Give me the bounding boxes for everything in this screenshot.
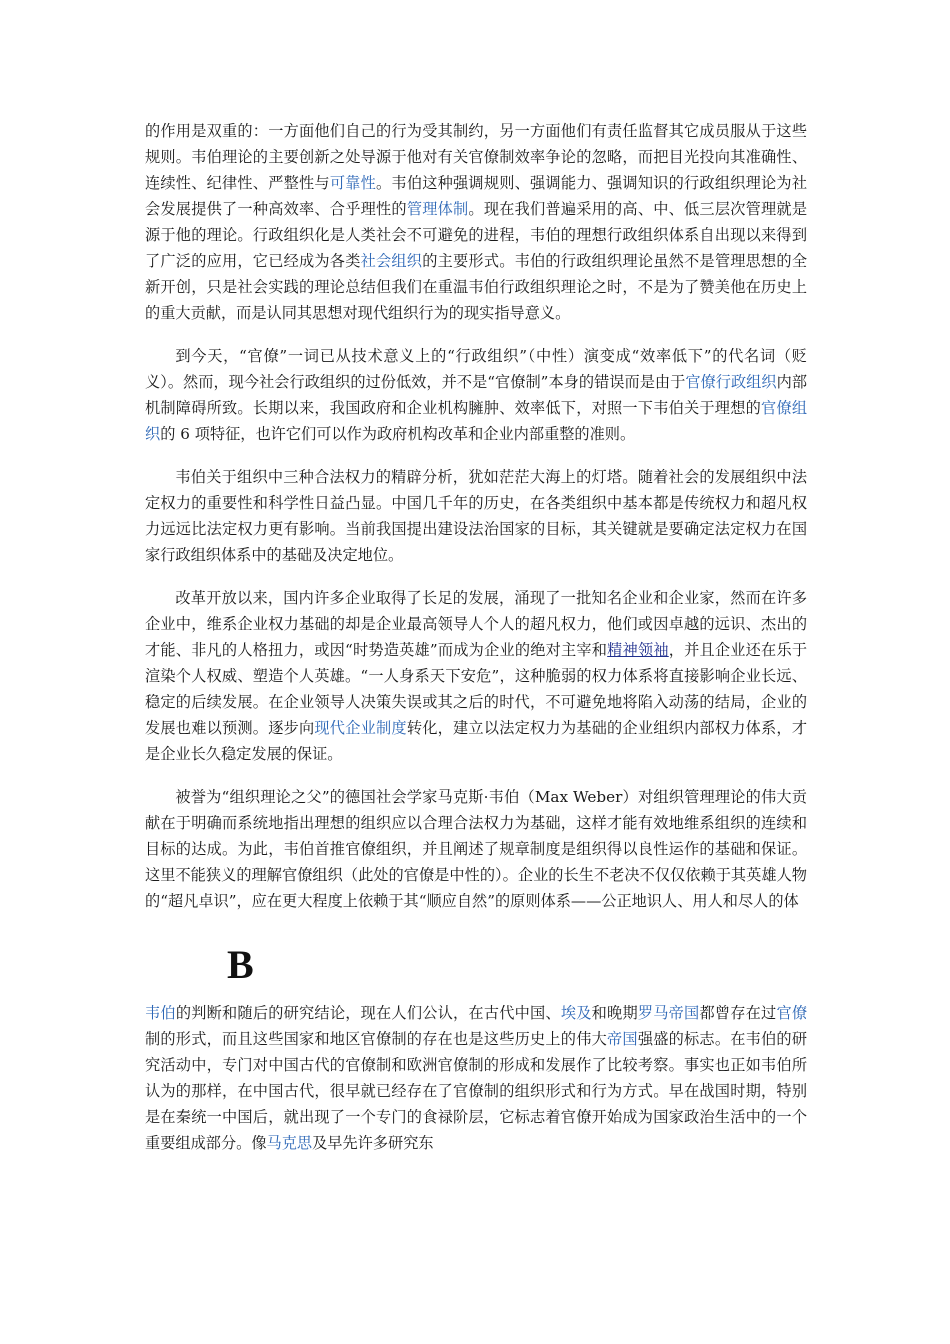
text-run: 及早先许多研究东 xyxy=(312,1134,434,1152)
hyperlink[interactable]: 现代企业制度 xyxy=(314,719,407,737)
text-run: 转化，建立以法定权力为基础的企业组织内部权力体系，才是企业长久稳定发展的保证。 xyxy=(145,719,808,763)
text-run: 的判断和随后的研究结论，现在人们公认，在古代中国、 xyxy=(175,1004,561,1022)
final-paragraph xyxy=(145,1000,807,1156)
paragraph xyxy=(145,585,807,767)
paragraph xyxy=(145,784,807,914)
hyperlink[interactable]: 官僚行政组织 xyxy=(685,373,777,391)
paragraph xyxy=(145,118,807,326)
text-run: ，并且企业还在乐于渲染个人权威、塑造个人英雄。“一人身系天下安危”，这种脆弱的权力体系将直接影响企业长远、稳定的后续发展。在企业领导人决策失误或其之后的时代，不可避免地将陷入动荡的结局，企业的发展也难以预测。逐步向 xyxy=(145,641,808,737)
text-run: 的主要形式。韦伯的行政组织理论虽然不是管理思想的全新开创，只是社会实践的理论总结但我们在重温韦伯行政组织理论之时，不是为了赞美他在历史上的重大贡献，而是认同其思想对现代组织行为的现实指导意义。 xyxy=(145,252,808,322)
hyperlink[interactable]: 帝国 xyxy=(607,1030,638,1048)
hyperlink[interactable]: 官僚组织 xyxy=(145,399,808,443)
text-run: 的作用是双重的：一方面他们自己的行为受其制约，另一方面他们有责任监督其它成员服从于这些规则。韦伯理论的主要创新之处导源于他对有关官僚制效率争论的忽略，而把目光投向其准确性、连续性、纪律性、严整性与 xyxy=(145,122,807,192)
hyperlink[interactable]: 管理体制 xyxy=(406,200,469,218)
hyperlink[interactable]: 社会组织 xyxy=(360,252,423,270)
document-body xyxy=(145,118,807,1173)
hyperlink[interactable]: 罗马帝国 xyxy=(637,1004,700,1022)
text-run: 改革开放以来，国内许多企业取得了长足的发展，涌现了一批知名企业和企业家，然而在许多企业中，维系企业权力基础的却是企业最高领导人个人的超凡权力，他们或因卓越的远识、杰出的才能、非凡的人格扭力，或因“时势造英雄”而成为企业的绝对主宰和 xyxy=(145,589,807,659)
paragraph-list xyxy=(145,118,807,914)
paragraph xyxy=(145,464,807,568)
text-run: 制的形式，而且这些国家和地区官僚制的存在也是这些历史上的伟大 xyxy=(145,1030,608,1048)
paragraph xyxy=(145,343,807,447)
text-run: 到今天，“官僚”一词已从技术意义上的“行政组织”（中性）演变成“效率低下”的代名词（贬义）。然而，现今社会行政组织的过份低效，并不是“官僚制”本身的错误而是由于 xyxy=(145,347,807,391)
text-run: 韦伯关于组织中三种合法权力的精辟分析，犹如茫茫大海上的灯塔。随着社会的发展组织中法定权力的重要性和科学性日益凸显。中国几千年的历史，在各类组织中基本都是传统权力和超凡权力远远比法定权力更有影响。当前我国提出建设法治国家的目标，其关键就是要确定法定权力在国家行政组织体系中的基础及决定地位。 xyxy=(145,468,807,564)
hyperlink[interactable]: 埃及 xyxy=(560,1004,592,1022)
hyperlink[interactable]: 韦伯 xyxy=(145,1004,176,1022)
text-run: 和晚期 xyxy=(591,1004,638,1022)
hyperlink[interactable]: 马克思 xyxy=(266,1134,313,1152)
text-run: 内部机制障碍所致。长期以来，我国政府和企业机构臃肿、效率低下，对照一下韦伯关于理想的 xyxy=(145,373,808,417)
section-letter: B xyxy=(227,942,254,987)
text-run: 的 6 项特征，也许它们可以作为政府机构改革和企业内部重整的准则。 xyxy=(160,425,636,443)
hyperlink[interactable]: 可靠性 xyxy=(329,174,377,192)
text-run: 被誉为“组织理论之父”的德国社会学家马克斯·韦伯（Max Weber）对组织管理理论的伟大贡献在于明确而系统地指出理想的组织应以合理合法权力为基础，这样才能有效地维系组织的连续和目标的达成。为此，韦伯首推官僚组织，并且阐述了规章制度是组织得以良性运作的基础和保证。这里不能狭义的理解官僚组织（此处的官僚是中性的）。企业的长生不老决不仅仅依赖于其英雄人物的“超凡卓识”，应在更大程度上依赖于其“顺应自然”的原则体系——公正地识人、用人和尽人的体 xyxy=(145,788,807,910)
text-run: 都曾存在过 xyxy=(699,1004,777,1022)
hyperlink[interactable]: 精神领袖 xyxy=(607,641,669,659)
text-run: 。现在我们普遍采用的高、中、低三层次管理就是源于他的理论。行政组织化是人类社会不可避免的进程，韦伯的理想行政组织体系自出现以来得到了广泛的应用，它已经成为各类 xyxy=(145,200,808,270)
hyperlink[interactable]: 官僚 xyxy=(776,1004,808,1022)
text-run: 。韦伯这种强调规则、强调能力、强调知识的行政组织理论为社会发展提供了一种高效率、合乎理性的 xyxy=(145,174,808,218)
text-run: 强盛的标志。在韦伯的研究活动中，专门对中国古代的官僚制和欧洲官僚制的形成和发展作了比较考察。事实也正如韦伯所认为的那样，在中国古代，很早就已经存在了官僚制的组织形式和行为方式。早在战国时期，特别是在秦统一中国后，就出现了一个专门的食禄阶层，它标志着官僚开始成为国家政治生活中的一个重要组成部分。像 xyxy=(145,1030,808,1152)
